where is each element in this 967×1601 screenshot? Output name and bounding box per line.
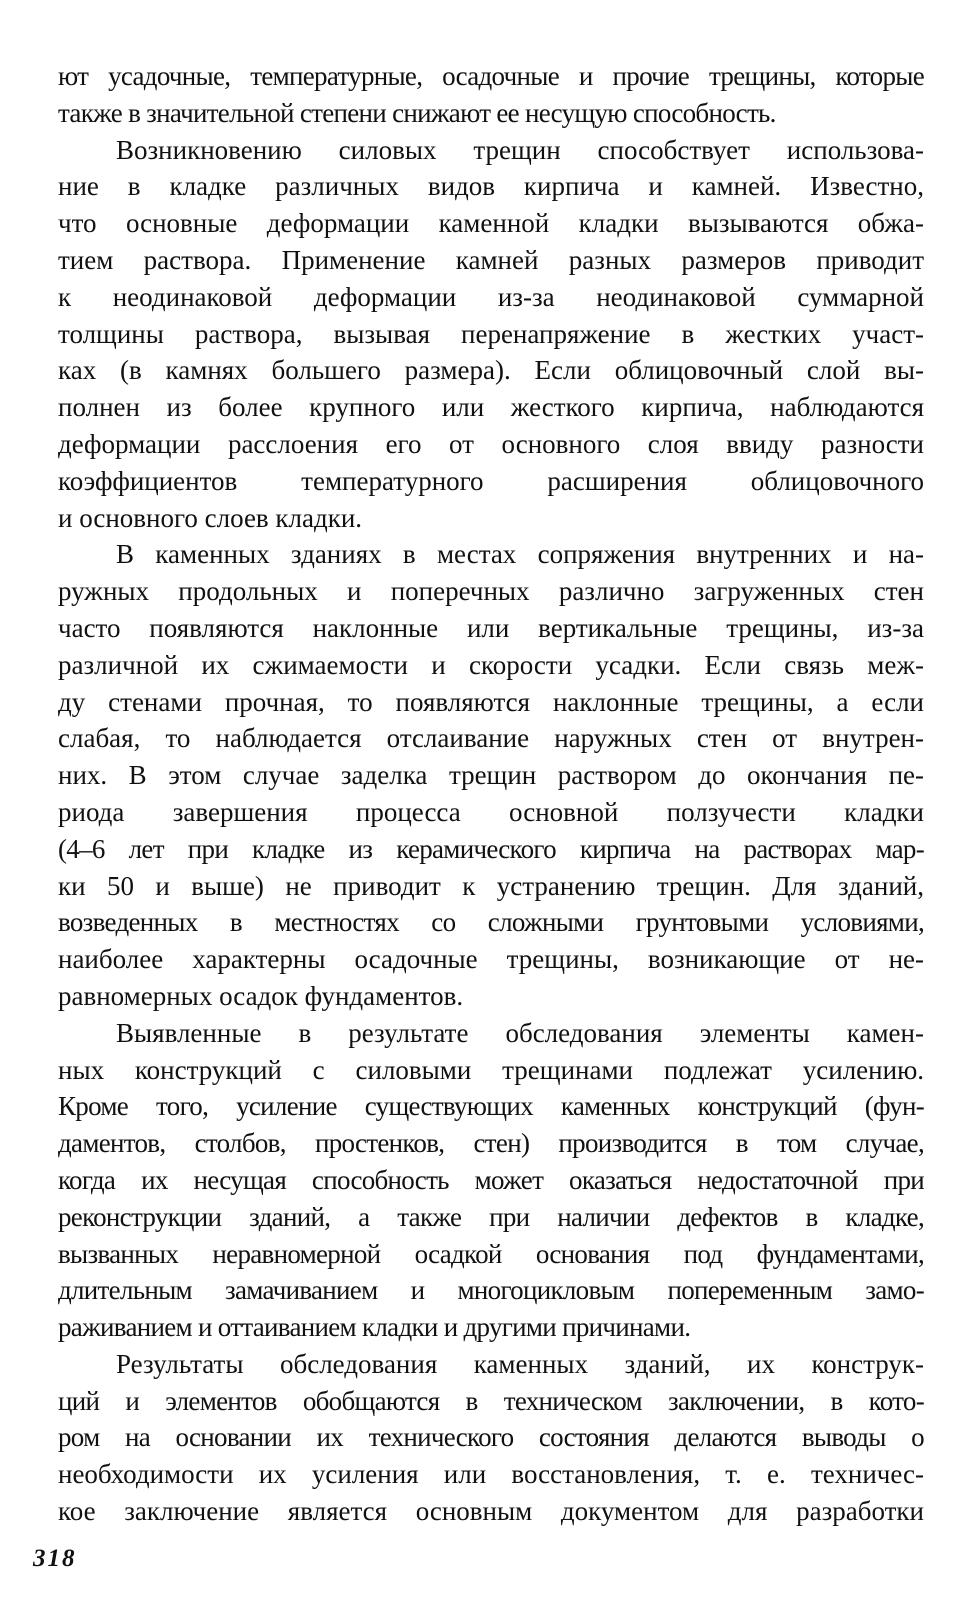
paragraph-2 (58, 132, 924, 537)
text-line: Возникновению силовых трещин способствует использова- (116, 134, 924, 165)
text-line: необходимости их усиления или восстановления, т. е. техничес- (58, 1459, 924, 1490)
paragraph-5 (58, 1346, 924, 1530)
text-line: также в значительной степени снижают ее несущую способность. (58, 97, 776, 128)
text-line: риода завершения процесса основной ползучести кладки (58, 796, 924, 827)
text-line: ду стенами прочная, то появляются наклонные трещины, а если (58, 686, 924, 717)
text-line: ки 50 и выше) не приводит к устранению трещин. Для зданий, (58, 870, 924, 901)
text-line: толщины раствора, вызывая перенапряжение в жестких участ- (58, 318, 924, 349)
text-line: ций и элементов обобщаются в техническом заключении, в кото- (58, 1385, 924, 1416)
text-line: даментов, столбов, простенков, стен) производится в том случае, (58, 1128, 924, 1159)
paragraph-3 (58, 536, 924, 1014)
text-line: когда их несущая способность может оказаться недостаточной при (58, 1164, 924, 1195)
page-number: 318 (33, 1545, 77, 1572)
text-line: ных конструкций с силовыми трещинами подлежат усилению. (58, 1054, 924, 1085)
text-line: тием раствора. Применение камней разных размеров приводит (58, 244, 924, 275)
text-line: деформации расслоения его от основного слоя ввиду разности (58, 428, 924, 459)
text-line: ром на основании их технического состояния делаются выводы о (58, 1422, 924, 1453)
text-line: реконструкции зданий, а также при наличии дефектов в кладке, (58, 1201, 924, 1232)
text-line: Выявленные в результате обследования элементы камен- (116, 1017, 924, 1048)
text-line: различной их сжимаемости и скорости усадки. Если связь меж- (58, 649, 924, 680)
text-line: кое заключение является основным документом для разработки (58, 1496, 924, 1527)
text-line: Кроме того, усиление существующих каменных конструкций (фун- (58, 1091, 924, 1122)
text-line: раживанием и оттаиванием кладки и другими причинами. (58, 1312, 691, 1343)
paragraph-1 (58, 58, 924, 132)
text-line: длительным замачиванием и многоцикловым попеременным замо- (58, 1275, 924, 1306)
text-line: (4–6 лет при кладке из керамического кирпича на растворах мар- (58, 833, 924, 864)
text-line: часто появляются наклонные или вертикальные трещины, из-за (58, 612, 924, 643)
page-body (58, 58, 924, 1530)
text-line: наиболее характерны осадочные трещины, возникающие от не- (58, 944, 924, 975)
text-line: них. В этом случае заделка трещин раствором до окончания пе- (58, 760, 924, 791)
text-line: к неодинаковой деформации из-за неодинаковой суммарной (58, 281, 924, 312)
text-line: ружных продольных и поперечных различно загруженных стен (58, 576, 924, 607)
text-line: что основные деформации каменной кладки вызываются обжа- (58, 208, 924, 239)
text-line: вызванных неравномерной осадкой основания под фундаментами, (58, 1238, 924, 1269)
text-line: ют усадочные, температурные, осадочные и прочие трещины, которые (58, 61, 924, 91)
text-line: ках (в камнях большего размера). Если облицовочный слой вы- (58, 355, 924, 386)
text-line: коэффициентов температурного расширения облицовочного (58, 465, 924, 496)
text-line: и основного слоев кладки. (58, 502, 363, 533)
text-line: слабая, то наблюдается отслаивание наружных стен от внутрен- (58, 723, 924, 754)
text-line: полнен из более крупного или жесткого кирпича, наблюдаются (58, 392, 924, 423)
text-line: ние в кладке различных видов кирпича и камней. Известно, (58, 171, 924, 202)
text-line: равномерных осадок фундаментов. (58, 980, 464, 1011)
paragraph-4 (58, 1015, 924, 1346)
text-line: Результаты обследования каменных зданий, их конструк- (116, 1348, 924, 1379)
text-line: возведенных в местностях со сложными грунтовыми условиями, (58, 907, 924, 938)
text-line: В каменных зданиях в местах сопряжения внутренних и на- (116, 539, 924, 570)
